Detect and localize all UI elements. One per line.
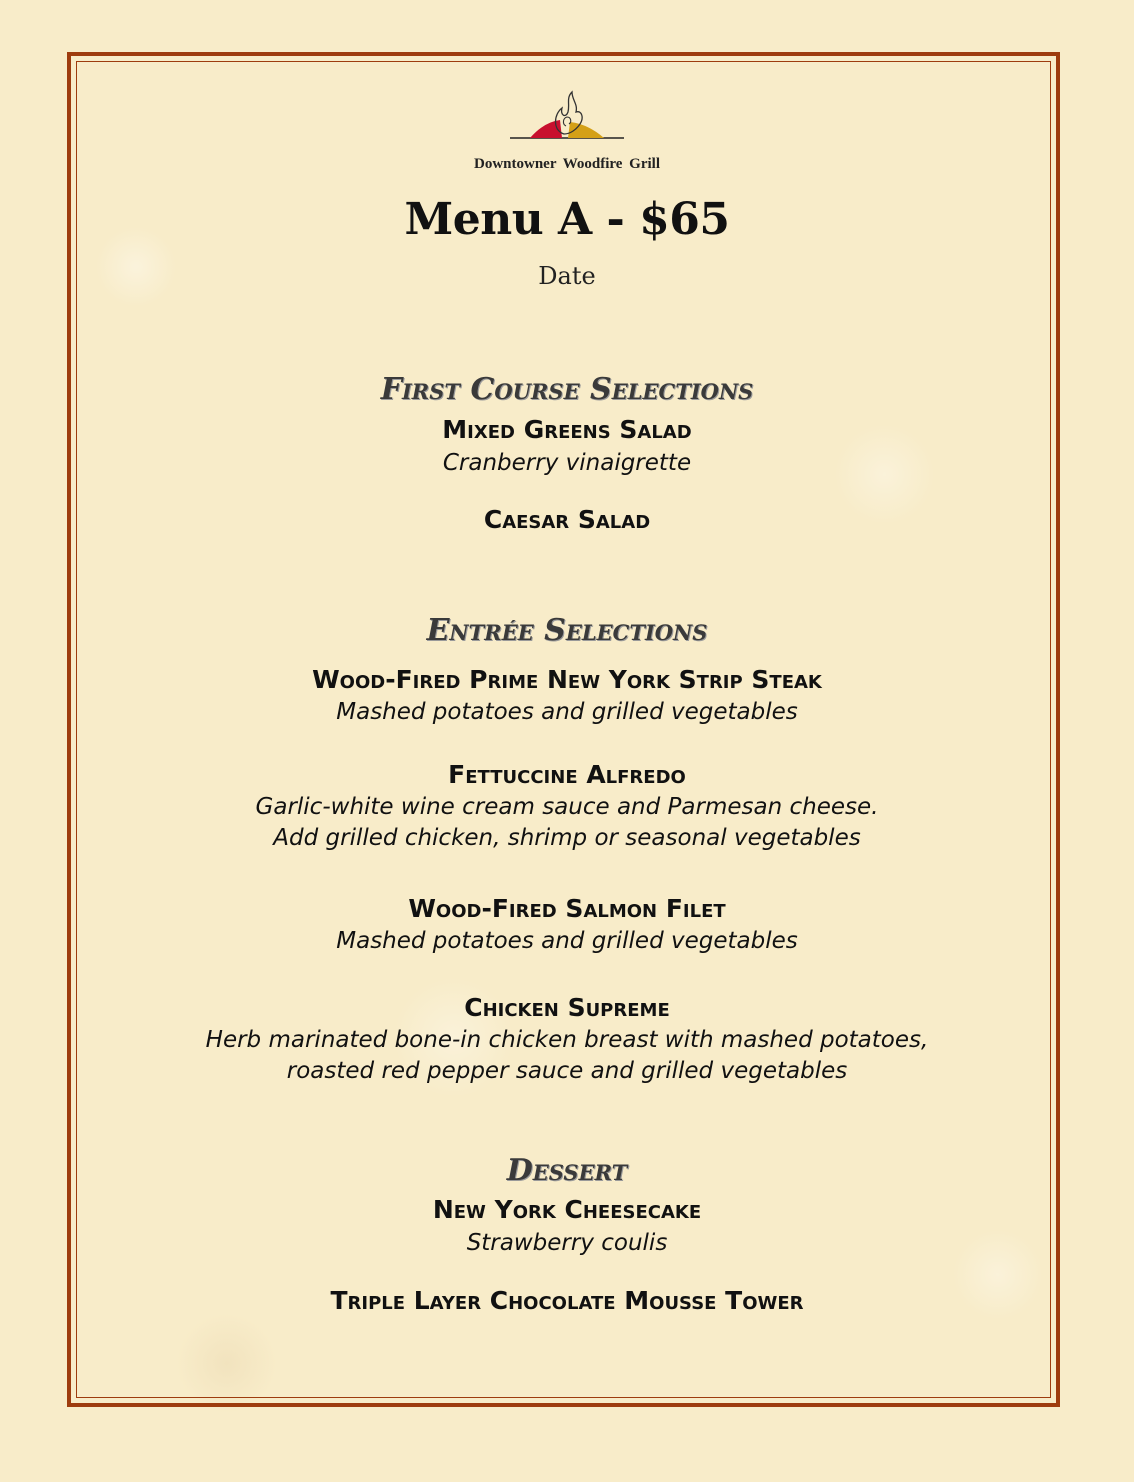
menu-title: Menu A - $65 bbox=[404, 194, 730, 245]
item-description: Garlic-white wine cream sauce and Parmesan cheese. bbox=[255, 794, 879, 820]
item-name: New York Cheesecake bbox=[432, 1195, 702, 1224]
flame-logo-icon bbox=[67, 90, 1067, 155]
item-name: Fettuccine Alfredo bbox=[448, 760, 686, 789]
item-name: Triple Layer Chocolate Mousse Tower bbox=[330, 1286, 804, 1315]
item-description: Herb marinated bone-in chicken breast with mashed potatoes, bbox=[205, 1027, 929, 1053]
item-description-line2: Add grilled chicken, shrimp or seasonal vegetables bbox=[273, 825, 861, 851]
section-heading-entree: Entrée Selections bbox=[426, 613, 708, 648]
item-name: Mixed Greens Salad bbox=[442, 415, 692, 444]
menu-date: Date bbox=[538, 262, 596, 290]
item-name: Chicken Supreme bbox=[464, 993, 670, 1022]
item-description: Strawberry coulis bbox=[466, 1230, 668, 1256]
item-name: Wood-Fired Prime New York Strip Steak bbox=[312, 665, 822, 694]
section-heading-dessert: Dessert bbox=[506, 1153, 628, 1188]
item-description: Cranberry vinaigrette bbox=[442, 450, 692, 476]
section-heading-first-course: First Course Selections bbox=[380, 372, 754, 407]
restaurant-name: Downtowner Woodfire Grill bbox=[474, 156, 660, 172]
item-name: Wood-Fired Salmon Filet bbox=[408, 894, 726, 923]
item-description: Mashed potatoes and grilled vegetables bbox=[336, 699, 798, 725]
item-description-line2: roasted red pepper sauce and grilled vegetables bbox=[286, 1058, 848, 1084]
item-description: Mashed potatoes and grilled vegetables bbox=[336, 928, 798, 954]
item-name: Caesar Salad bbox=[483, 505, 651, 534]
